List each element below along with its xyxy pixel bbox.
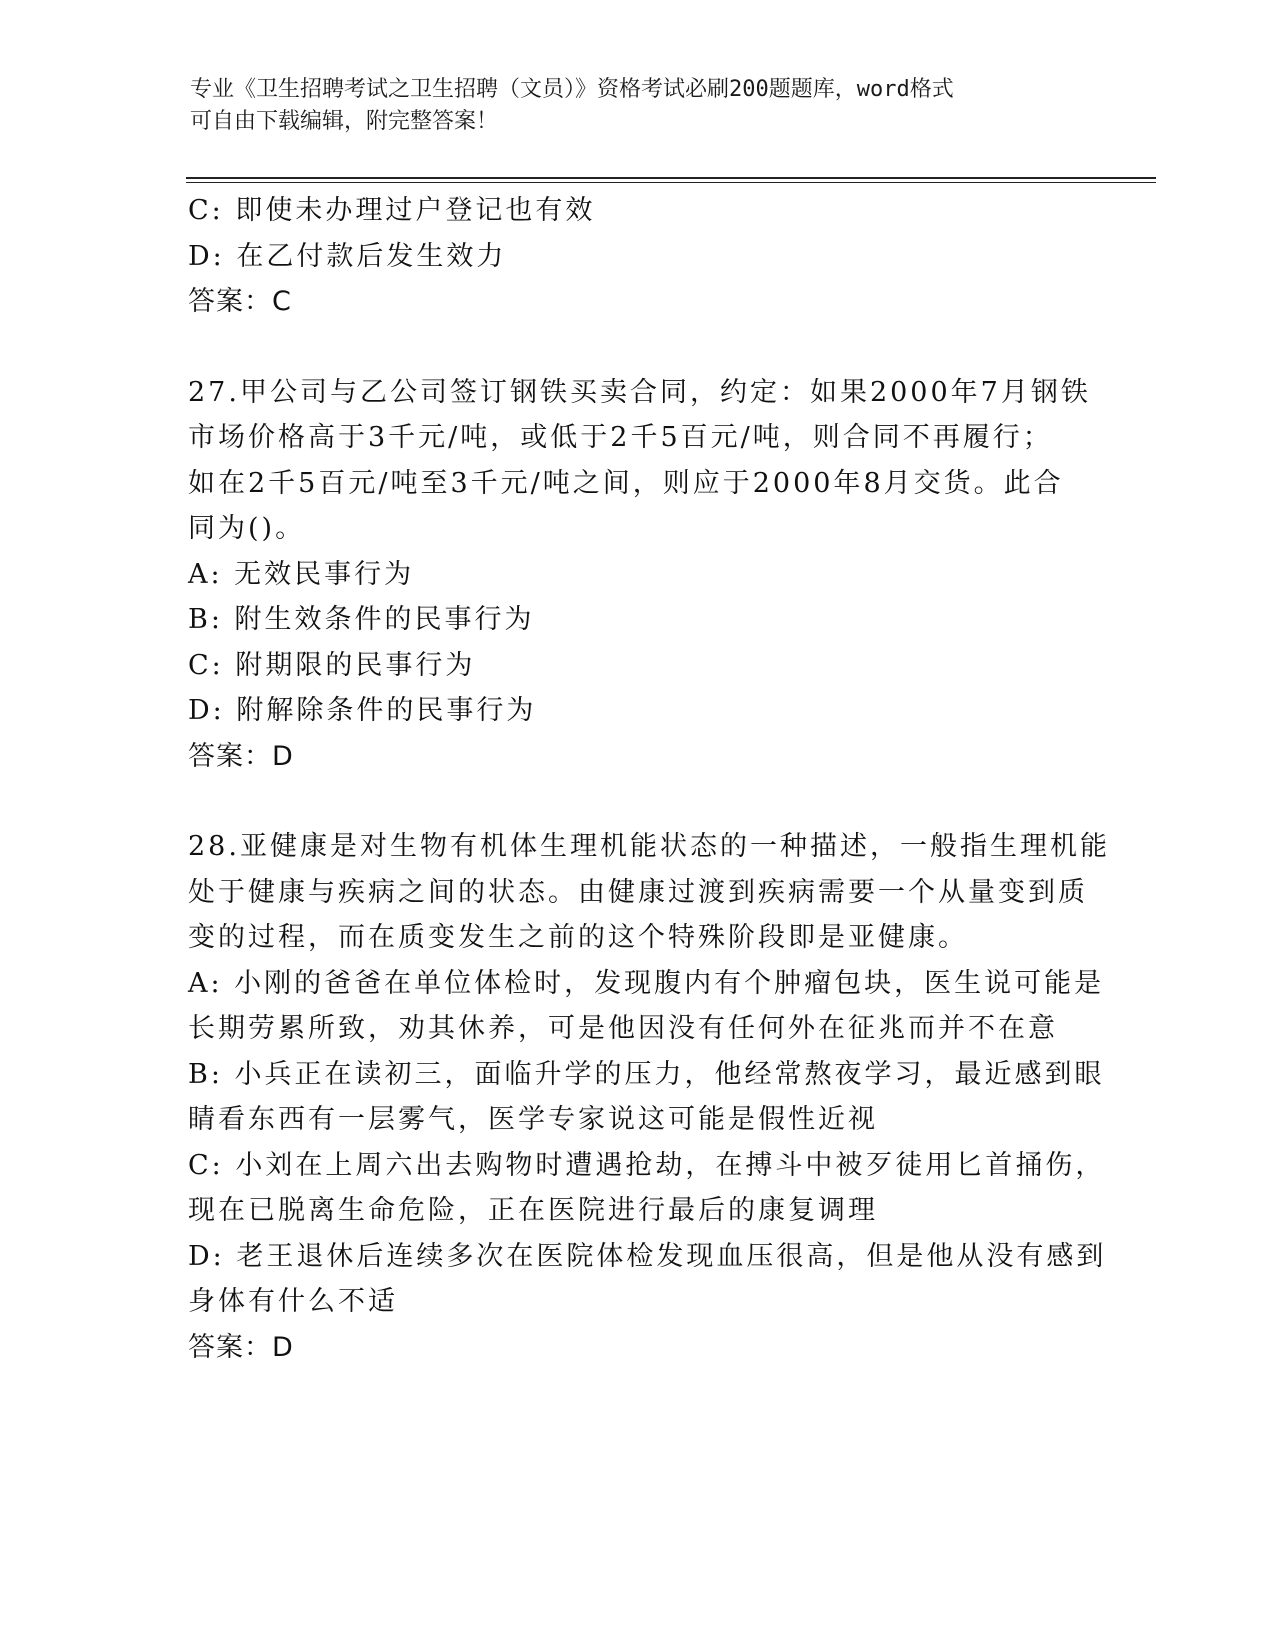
option-d: D: 在乙付款后发生效力 — [188, 240, 507, 272]
option-c-continued: 现在已脱离生命危险，正在医院进行最后的康复调理 — [188, 1195, 878, 1226]
option-d: D: 附解除条件的民事行为 — [188, 695, 537, 726]
option-c: C: 即使未办理过户登记也有效 — [188, 195, 596, 226]
option-a: A: 小刚的爸爸在单位体检时，发现腹内有个肿瘤包块，医生说可能是 — [188, 967, 1105, 999]
header-divider-thin — [186, 182, 1156, 183]
document-body — [188, 188, 1110, 1370]
option-c: C: 附期限的民事行为 — [188, 649, 476, 681]
option-c: C: 小刘在上周六出去购物时遭遇抢劫，在搏斗中被歹徒用匕首捅伤， — [188, 1149, 1106, 1181]
header-title-line-2: 可自由下载编辑，附完整答案！ — [190, 109, 499, 134]
question-stem-line: 变的过程，而在质变发生之前的这个特殊阶段即是亚健康。 — [188, 922, 968, 953]
question-stem-line: 如在2千5百元/吨至3千元/吨之间，则应于2000年8月交货。此合 — [188, 467, 1064, 499]
question-stem-line: 28.亚健康是对生物有机体生理机能状态的一种描述，一般指生理机能 — [188, 831, 1110, 862]
document-header — [190, 74, 1090, 138]
spacer — [188, 779, 1088, 824]
option-b: B: 附生效条件的民事行为 — [188, 604, 535, 635]
question-stem-line: 市场价格高于3千元/吨，或低于2千5百元/吨，则合同不再履行； — [188, 422, 1053, 453]
answer-line: 答案：D — [188, 1331, 294, 1363]
previous-question-tail — [188, 188, 1088, 325]
header-title-line-1: 专业《卫生招聘考试之卫生招聘（文员）》资格考试必刷200题题库，word格式 — [190, 77, 954, 102]
option-a-continued: 长期劳累所致，劝其休养，可是他因没有任何外在征兆而并不在意 — [188, 1013, 1058, 1044]
option-d-continued: 身体有什么不适 — [188, 1286, 398, 1317]
header-divider-thick — [186, 177, 1156, 179]
question-27 — [188, 370, 1091, 780]
question-stem-line: 27.甲公司与乙公司签订钢铁买卖合同，约定：如果2000年7月钢铁 — [188, 376, 1091, 408]
option-b: B: 小兵正在读初三，面临升学的压力，他经常熬夜学习，最近感到眼 — [188, 1058, 1105, 1090]
option-b-continued: 睛看东西有一层雾气，医学专家说这可能是假性近视 — [188, 1104, 878, 1135]
spacer — [188, 325, 1088, 370]
option-a: A: 无效民事行为 — [188, 558, 415, 590]
question-stem-line: 处于健康与疾病之间的状态。由健康过渡到疾病需要一个从量变到质 — [188, 876, 1088, 908]
answer-line: 答案：D — [188, 740, 294, 772]
question-28 — [188, 824, 1110, 1370]
option-d: D: 老王退休后连续多次在医院体检发现血压很高，但是他从没有感到 — [188, 1240, 1107, 1272]
answer-line: 答案：C — [188, 286, 292, 317]
question-stem-line: 同为()。 — [188, 513, 306, 544]
